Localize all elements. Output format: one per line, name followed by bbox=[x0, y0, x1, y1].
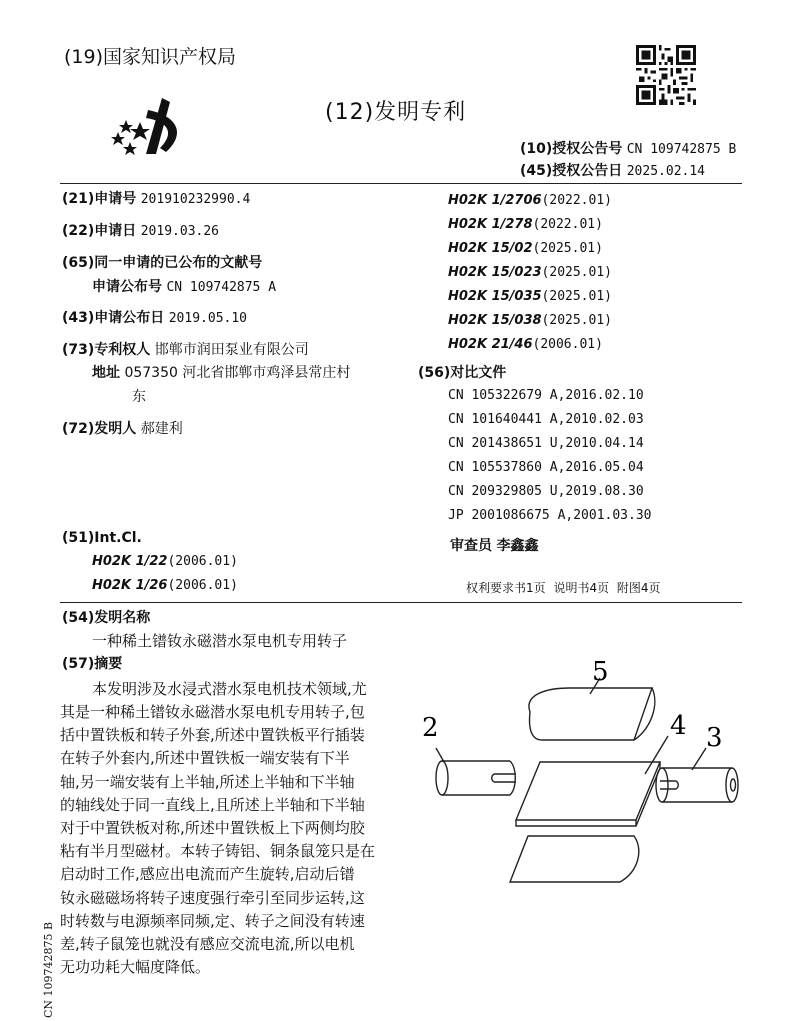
ipc-item bbox=[448, 212, 612, 236]
ipc-item bbox=[448, 260, 612, 284]
side-publication-code: CN 109742875 B bbox=[42, 921, 55, 1018]
int-cl-version: (2006.01) bbox=[167, 578, 238, 593]
figure-label-3: 3 bbox=[706, 723, 723, 753]
ipc-version: (2025.01) bbox=[532, 241, 603, 256]
ipc-item bbox=[448, 188, 612, 212]
int-cl-code: H02K 1/26 bbox=[92, 578, 168, 593]
examiner-label: 审查员 bbox=[450, 538, 492, 554]
grant-publication-number-label: (10)授权公告号 bbox=[520, 141, 623, 157]
ipc-code: H02K 1/278 bbox=[448, 217, 533, 232]
ipc-item bbox=[448, 284, 612, 308]
figure-label-2: 2 bbox=[422, 713, 439, 743]
leader-line bbox=[436, 748, 444, 762]
figure-label-4: 4 bbox=[670, 711, 687, 741]
ipc-code: H02K 1/2706 bbox=[448, 193, 542, 208]
inventor-label: (72)发明人 bbox=[62, 421, 137, 437]
address-line-1: 057350 河北省邯郸市鸡泽县常庄村 bbox=[124, 365, 351, 381]
abstract-line: 钕永磁磁场将转子速度强行牵引至同步运转,这 bbox=[60, 889, 365, 907]
grant-publication-number bbox=[520, 140, 736, 159]
abstract-line: 括中置铁板和转子外套,所述中置铁板平行插装 bbox=[60, 726, 365, 744]
grant-publication-number-value: CN 109742875 B bbox=[626, 142, 737, 157]
lower-shaft bbox=[436, 761, 516, 795]
abstract-line: 启动时工作,感应出电流而产生旋转,启动后镨 bbox=[60, 865, 355, 883]
application-publication-date bbox=[62, 309, 247, 328]
abstract-line: 对于中置铁板对称,所述中置铁板上下两侧均胶 bbox=[60, 819, 365, 837]
ipc-code: H02K 21/46 bbox=[448, 337, 533, 352]
application-date bbox=[62, 222, 219, 241]
citations-label: (56)对比文件 bbox=[418, 365, 507, 381]
ipc-code: H02K 15/035 bbox=[448, 289, 542, 304]
qr-code-icon bbox=[636, 45, 696, 105]
ipc-item bbox=[448, 308, 612, 332]
citation-item: CN 101640441 A,2010.02.03 bbox=[448, 412, 644, 427]
grant-publication-date-label: (45)授权公告日 bbox=[520, 163, 623, 179]
invention-title: 一种稀土镨钕永磁潜水泵电机专用转子 bbox=[92, 632, 348, 650]
pages-info: 权利要求书1页 说明书4页 附图4页 bbox=[466, 581, 661, 595]
abstract-figure bbox=[420, 650, 750, 900]
examiner bbox=[450, 537, 538, 555]
abstract-line: 无功功耗大幅度降低。 bbox=[60, 958, 211, 976]
upper-magnet bbox=[529, 688, 655, 740]
ipc-version: (2025.01) bbox=[541, 313, 612, 328]
figure-label-5: 5 bbox=[592, 657, 609, 687]
abstract-line: 的轴线处于同一直线上,且所述上半轴和下半轴 bbox=[60, 796, 365, 814]
ipc-list bbox=[448, 188, 612, 356]
application-publication-number-value: CN 109742875 A bbox=[166, 280, 277, 295]
application-date-label: (22)申请日 bbox=[62, 223, 137, 239]
ipc-code: H02K 15/038 bbox=[448, 313, 542, 328]
upper-shaft bbox=[656, 768, 738, 802]
address-line-2: 东 bbox=[132, 389, 146, 405]
abstract-line: 在转子外套内,所述中置铁板一端安装有下半 bbox=[60, 749, 350, 767]
center-iron-plate bbox=[516, 762, 660, 826]
ipc-version: (2025.01) bbox=[541, 265, 612, 280]
application-publication-number-label: 申请公布号 bbox=[92, 279, 162, 295]
int-cl-item bbox=[92, 573, 238, 597]
same-application-label: (65)同一申请的已公布的文献号 bbox=[62, 255, 263, 271]
abstract-line: 其是一种稀土镨钕永磁潜水泵电机专用转子,包 bbox=[60, 703, 365, 721]
office-name: (19)国家知识产权局 bbox=[64, 46, 237, 68]
ipc-code: H02K 15/02 bbox=[448, 241, 533, 256]
ipc-version: (2022.01) bbox=[532, 217, 603, 232]
abstract-line: 时转数与电源频率同频,定、转子之间没有转速 bbox=[60, 912, 365, 930]
body-divider bbox=[60, 602, 742, 603]
invention-title-label: (54)发明名称 bbox=[62, 610, 151, 626]
application-publication-date-label: (43)申请公布日 bbox=[62, 310, 165, 326]
int-cl-version: (2006.01) bbox=[167, 554, 238, 569]
citation-item: JP 2001086675 A,2001.03.30 bbox=[448, 508, 652, 523]
ipc-version: (2006.01) bbox=[532, 337, 603, 352]
citation-item: CN 105537860 A,2016.05.04 bbox=[448, 460, 644, 475]
grant-publication-date bbox=[520, 162, 705, 181]
header-divider bbox=[60, 183, 742, 184]
int-cl-code: H02K 1/22 bbox=[92, 554, 168, 569]
application-number-value: 201910232990.4 bbox=[140, 192, 251, 207]
application-number-label: (21)申请号 bbox=[62, 191, 137, 207]
address bbox=[92, 364, 350, 382]
abstract-line: 差,转子鼠笼也就没有感应交流电流,所以电机 bbox=[60, 935, 355, 953]
leader-line bbox=[692, 748, 706, 770]
lower-magnet bbox=[510, 836, 639, 882]
grant-publication-date-value: 2025.02.14 bbox=[626, 164, 706, 179]
patentee-label: (73)专利权人 bbox=[62, 342, 151, 358]
ipc-item bbox=[448, 236, 612, 260]
application-publication-date-value: 2019.05.10 bbox=[168, 311, 248, 326]
document-type: (12)发明专利 bbox=[325, 100, 467, 125]
citation-item: CN 201438651 U,2010.04.14 bbox=[448, 436, 644, 451]
examiner-value: 李鑫鑫 bbox=[496, 538, 539, 554]
inventor bbox=[62, 420, 183, 438]
abstract-line: 轴,另一端安装有上半轴,所述上半轴和下半轴 bbox=[60, 773, 355, 791]
ipc-code: H02K 15/023 bbox=[448, 265, 542, 280]
application-date-value: 2019.03.26 bbox=[140, 224, 220, 239]
office-emblem bbox=[100, 92, 190, 164]
abstract-label: (57)摘要 bbox=[62, 656, 123, 672]
int-cl-label: (51)Int.Cl. bbox=[62, 530, 142, 546]
ipc-item bbox=[448, 332, 612, 356]
citation-item: CN 105322679 A,2016.02.10 bbox=[448, 388, 644, 403]
patentee bbox=[62, 341, 309, 359]
int-cl-item bbox=[92, 549, 238, 573]
abstract-line: 粘有半月型磁材。本转子铸铝、铜条鼠笼只是在 bbox=[60, 842, 376, 860]
ipc-version: (2025.01) bbox=[541, 289, 612, 304]
application-publication-number bbox=[92, 278, 276, 297]
int-cl-list bbox=[92, 549, 238, 597]
citation-item: CN 209329805 U,2019.08.30 bbox=[448, 484, 644, 499]
abstract-line: 本发明涉及水浸式潜水泵电机技术领域,尤 bbox=[92, 680, 367, 698]
citations-list bbox=[448, 384, 652, 528]
address-label: 地址 bbox=[92, 365, 120, 381]
inventor-value: 郝建利 bbox=[140, 421, 183, 437]
ipc-version: (2022.01) bbox=[541, 193, 612, 208]
application-number bbox=[62, 190, 250, 209]
patentee-value: 邯郸市润田泵业有限公司 bbox=[154, 342, 309, 358]
